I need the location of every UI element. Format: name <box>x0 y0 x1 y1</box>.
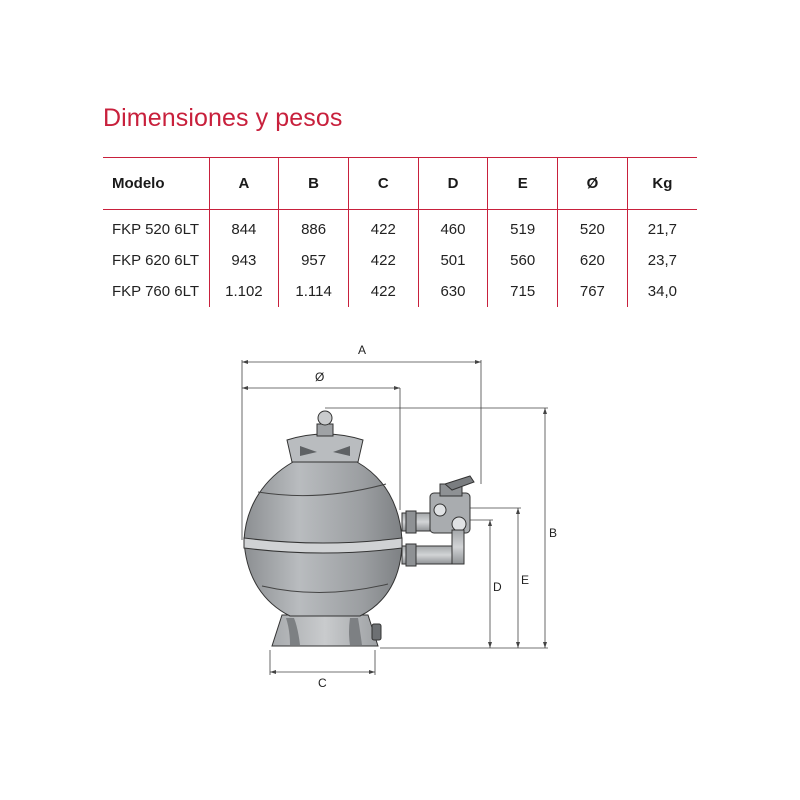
table-cell: 1.114 <box>279 276 349 307</box>
table-cell: 519 <box>488 210 558 246</box>
dimension-label-d: D <box>493 580 502 594</box>
dimension-label-c: C <box>318 676 327 690</box>
filter-tank-illustration <box>244 411 474 646</box>
dimension-label-e: E <box>521 573 530 587</box>
header-cell: Kg <box>627 158 697 210</box>
header-cell: Ø <box>558 158 628 210</box>
table-cell: 943 <box>209 245 279 276</box>
page-title: Dimensiones y pesos <box>103 104 343 132</box>
dimension-label-a: A <box>358 343 367 357</box>
header-cell: A <box>209 158 279 210</box>
table-cell: 422 <box>348 276 418 307</box>
header-cell: E <box>488 158 558 210</box>
table-cell: 21,7 <box>627 210 697 246</box>
table-cell: 630 <box>418 276 488 307</box>
table-cell: 957 <box>279 245 349 276</box>
table-cell: 501 <box>418 245 488 276</box>
header-cell: B <box>279 158 349 210</box>
header-cell: C <box>348 158 418 210</box>
table-cell: 560 <box>488 245 558 276</box>
table-cell: 1.102 <box>209 276 279 307</box>
table-cell: 23,7 <box>627 245 697 276</box>
model-cell: FKP 760 6LT <box>112 283 199 300</box>
dimension-label-b: B <box>549 526 558 540</box>
table-cell: 34,0 <box>627 276 697 307</box>
table-cell: 422 <box>348 210 418 246</box>
table-cell: 767 <box>558 276 628 307</box>
header-cell: Modelo <box>112 175 165 192</box>
table-cell: 460 <box>418 210 488 246</box>
header-cell: D <box>418 158 488 210</box>
dimension-label-diameter: Ø <box>315 370 325 384</box>
model-cell: FKP 520 6LT <box>112 221 199 238</box>
table-cell: 886 <box>279 210 349 246</box>
table-cell: 844 <box>209 210 279 246</box>
table-cell: 620 <box>558 245 628 276</box>
model-cell: FKP 620 6LT <box>112 252 199 269</box>
table-cell: 422 <box>348 245 418 276</box>
table-cell: 520 <box>558 210 628 246</box>
table-cell: 715 <box>488 276 558 307</box>
